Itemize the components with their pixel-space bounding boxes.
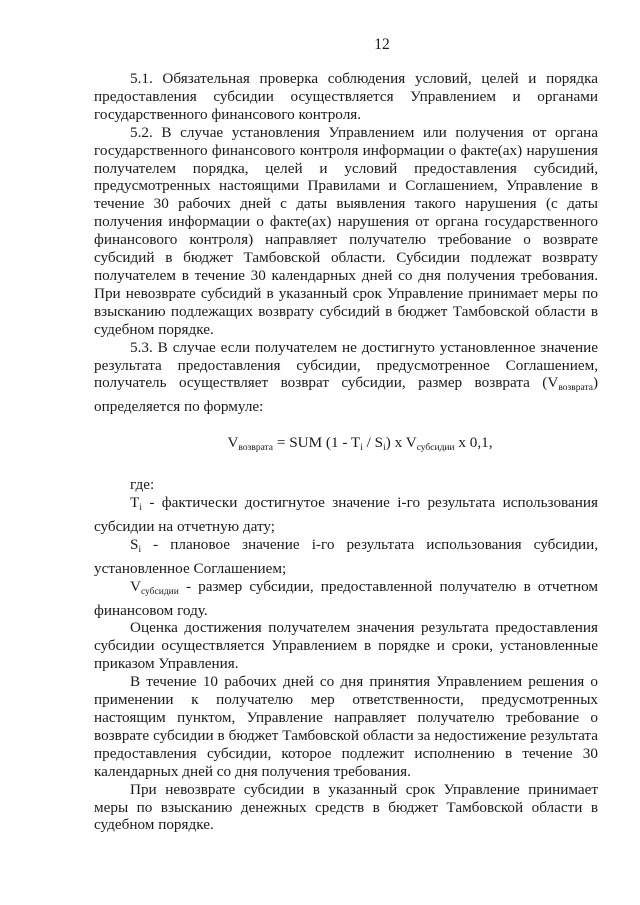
definition-s-sub: i <box>138 544 142 555</box>
formula-vs-sub: субсидии <box>416 443 455 454</box>
paragraph-assessment: Оценка достижения получателем значения результата предоставления субсидии осуществляется Управлением в порядке и сроки, установленные приказом Управления. <box>94 619 598 673</box>
definition-v-text: - размер субсидии, предоставленной получателю в отчетном финансовом году. <box>94 577 598 619</box>
paragraph-5-1: 5.1. Обязательная проверка соблюдения условий, целей и порядка предоставления субсидии осуществляется Управлением и органами государственного финансового контроля. <box>94 70 598 123</box>
definition-s-text: - плановое значение i-го результата использования субсидии, установленное Соглашением; <box>94 535 598 577</box>
return-formula <box>94 434 598 458</box>
formula-part-2: / S <box>362 434 384 452</box>
definition-v-symbol: V <box>130 577 141 595</box>
formula-part-3: ) x V <box>385 434 417 452</box>
paragraph-5-3 <box>94 339 598 417</box>
formula-part-4: x 0,1, <box>454 434 493 452</box>
formula-v-sub: возврата <box>238 443 274 454</box>
definition-v-sub: субсидии <box>140 586 179 597</box>
formula-t-sub: i <box>360 443 363 454</box>
definition-v <box>94 578 598 620</box>
document-body <box>94 70 598 834</box>
formula-s-sub: i <box>383 443 386 454</box>
paragraph-5-2: 5.2. В случае установления Управлением или получения от органа государственного финансового контроля информации о факте(ах) нарушения получателем порядка, целей и условий предоставления субсидий, предусмотренных настоящими Правилами и Соглашением, Управление в течение 30 рабочих дней с даты выявления такого нарушения (с даты получения информации о факте(ах) нарушения от органа государственного финансового контроля) направляет получателю требование о возврате субсидий в бюджет Тамбовской области. Субсидии подлежат возврату получателем в течение 30 календарных дней со дня получения требования. При невозврате субсидий в указанный срок Управление принимает меры по взысканию подлежащих возврату субсидий в бюджет Тамбовской области в судебном порядке. <box>94 123 598 338</box>
definition-t <box>94 494 598 536</box>
definition-t-text: - фактически достигнутое значение i-го результата использования субсидии на отчетную дату; <box>94 494 598 535</box>
formula-v: V <box>227 434 239 452</box>
definition-t-symbol: T <box>130 494 140 512</box>
definition-t-sub: i <box>139 503 142 514</box>
paragraph-5-3-text: 5.3. В случае если получателем не достигнуто установленное значение результата предоставления субсидии, предусмотренное Соглашением, получатель осуществляет возврат субсидии, размер возврата (V <box>94 338 598 392</box>
definition-s <box>94 536 598 578</box>
formula-part-1: = SUM (1 - T <box>273 434 361 452</box>
paragraph-5-3-tail: ) определяется по формуле: <box>94 374 598 416</box>
paragraph-recovery: При невозврате субсидии в указанный срок Управление принимает меры по взысканию денежных средств в бюджет Тамбовской области в судебном порядке. <box>94 780 598 834</box>
paragraph-demand: В течение 10 рабочих дней со дня принятия Управлением решения о применении к получателю мер ответственности, предусмотренных настоящим пунктом, Управление направляет получателю требование о возврате субсидии в бюджет Тамбовской области за недостижение результата предоставления субсидии, которое подлежит исполнению в течение 30 календарных дней со дня получения требования. <box>94 673 598 780</box>
definition-s-symbol: S <box>130 535 139 553</box>
where-label: где: <box>130 476 155 494</box>
page-number: 12 <box>374 36 390 53</box>
subscript-return: возврата <box>558 383 593 394</box>
